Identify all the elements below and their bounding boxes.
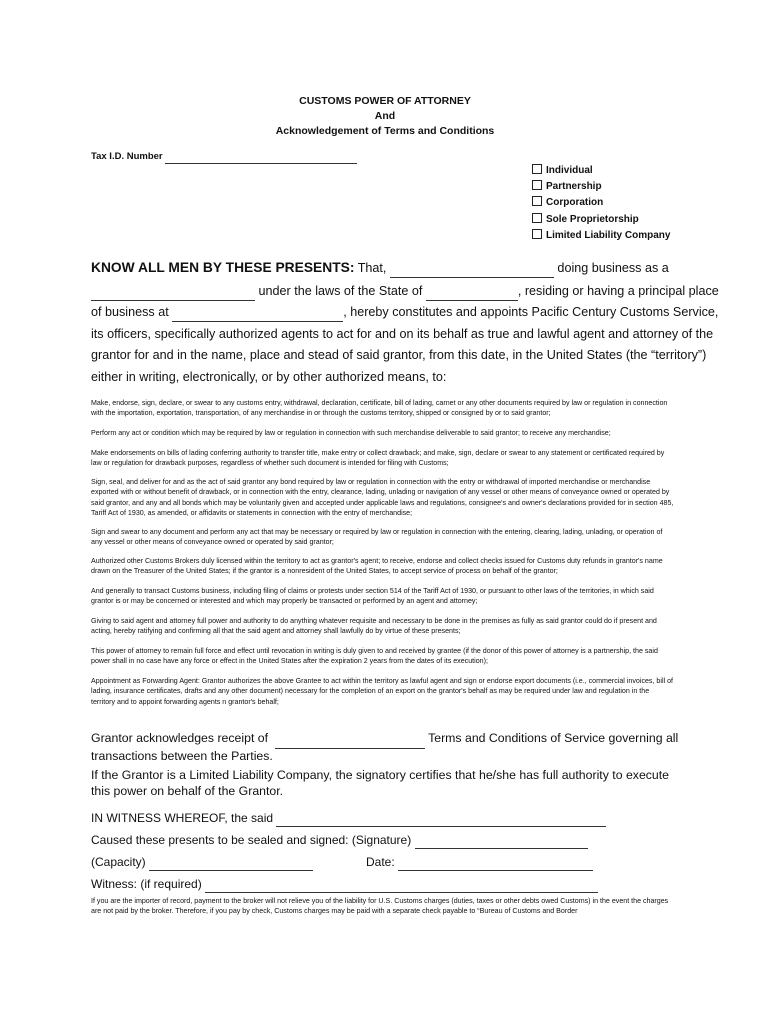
state-field[interactable] bbox=[426, 285, 518, 301]
witness-label: Witness: (if required) bbox=[91, 877, 202, 891]
capacity-field[interactable] bbox=[149, 856, 313, 871]
signature-label: Caused these presents to be sealed and signed: (Signature) bbox=[91, 833, 412, 847]
footer-note: If you are the importer of record, payment to the broker will not relieve you of the liability for U.S. Customs charges (duties, taxes or other debts owed Customs) in the event the charges are not paid by the broker. Therefore, if you pay by check, Customs charges may be paid with a separate check payable to “Bureau of Customs and Border bbox=[91, 897, 669, 916]
witness-whereof-label: IN WITNESS WHEREOF, the said bbox=[91, 811, 274, 825]
intro-line-6: either in writing, electronically, or by other authorized means, to: bbox=[91, 370, 447, 384]
entity-option-label: Sole Proprietorship bbox=[546, 213, 639, 225]
intro-text: doing business as a bbox=[553, 261, 669, 275]
entity-option[interactable] bbox=[532, 212, 670, 228]
entity-option[interactable] bbox=[532, 179, 670, 195]
entity-option-label: Partnership bbox=[546, 181, 602, 193]
clause-duration: This power of attorney to remain full force and effect until revocation in writing is duly given to and received by grantee (if the donor of this power of attorney is a partnership, the said power shall in no case have any force or effect in the United States after the expiration 2 years from the dates of its execution); bbox=[91, 647, 658, 666]
intro-text: That, bbox=[354, 261, 387, 275]
llc-statement: If the Grantor is a Limited Liability Company, the signatory certifies that he/she has full authority to execute this power on behalf of the Grantor. bbox=[91, 768, 670, 798]
intro-text: , hereby constitutes and appoints Pacific Century Customs Service, bbox=[343, 305, 719, 319]
checkbox[interactable] bbox=[532, 213, 542, 223]
witness-whereof-row bbox=[91, 811, 606, 827]
intro-text: , residing or having a principal place bbox=[517, 284, 719, 298]
intro-line-2 bbox=[91, 284, 719, 301]
tax-id-label: Tax I.D. Number bbox=[91, 151, 163, 162]
acknowledgement-text: Terms and Conditions of Service governing all transactions between the Parties. bbox=[91, 731, 679, 763]
entity-option-label: Limited Liability Company bbox=[546, 229, 671, 241]
know-all-heading: KNOW ALL MEN BY THESE PRESENTS: bbox=[91, 260, 355, 275]
clause-perform-acts: Perform any act or condition which may be required by law or regulation in connection with such merchandise deliverable to said grantor; to receive any merchandise; bbox=[91, 429, 611, 437]
checkbox[interactable] bbox=[532, 164, 542, 174]
document-title: CUSTOMS POWER OF ATTORNEY bbox=[299, 95, 471, 107]
entity-option[interactable] bbox=[532, 163, 670, 179]
date-field[interactable] bbox=[398, 856, 593, 871]
entity-option-label: Corporation bbox=[546, 197, 604, 209]
witness-row bbox=[91, 877, 598, 893]
checkbox[interactable] bbox=[532, 229, 542, 239]
checkbox[interactable] bbox=[532, 196, 542, 206]
intro-text: under the laws of the State of bbox=[255, 284, 423, 298]
signature-field[interactable] bbox=[415, 834, 588, 849]
intro-line-3 bbox=[91, 305, 718, 322]
tax-id-row bbox=[91, 151, 357, 164]
intro-line-1 bbox=[91, 260, 669, 278]
date-row bbox=[366, 855, 593, 871]
intro-line-4: its officers, specifically authorized agents to act for and on its behalf as true and lawful agent and attorney of the bbox=[91, 327, 714, 341]
business-address-field[interactable] bbox=[172, 306, 343, 322]
entity-option-label: Individual bbox=[546, 165, 593, 176]
clause-full-authority: Giving to said agent and attorney full power and authority to do anything whatever requisite and necessary to be done in the premises as fully as said grantor could do if present and acting, hereby ratifying and confirming all that the said agent and attorney shall lawfully do by virtue of these presents; bbox=[91, 617, 657, 636]
witness-field[interactable] bbox=[205, 878, 598, 893]
business-type-field[interactable] bbox=[91, 285, 255, 301]
entity-option[interactable] bbox=[532, 228, 670, 244]
title-conjunction: And bbox=[374, 110, 396, 122]
business-name-field[interactable] bbox=[390, 262, 554, 278]
entity-type-checklist bbox=[532, 163, 670, 244]
clause-general-business: And generally to transact Customs business, including filing of claims or protests under section 514 of the Tariff Act of 1930, or pursuant to other laws of the territories, in which said grantor is or may be concerned or interested and which may properly be transacted or performed by an agent and attorney; bbox=[91, 587, 654, 606]
capacity-label: (Capacity) bbox=[91, 855, 146, 869]
clause-vessel-documents: Sign and swear to any document and perform any act that may be necessary or required by law or regulation in connection with the entering, clearing, lading, unlading, or operation of any vessel or other means of conveyance owned or operated by said grantor; bbox=[91, 528, 663, 547]
clause-bonds: Sign, seal, and deliver for and as the act of said grantor any bond required by law or regulation in connection with the entry or withdrawal of imported merchandise or merchandise exported with or without benefit of drawback, or in connection with the entry, clearance, lading, unlading or navigation of any vessel or other means of conveyance owned or operated by said grantor, and any and all bonds which may be voluntarily given and accepted under applicable laws and regulations, consignee's and owner's declarations provided for in section 485, Tariff Act of 1930, as amended, or affidavits or statements in connection with the entry of merchandise; bbox=[91, 478, 674, 517]
signature-row bbox=[91, 833, 588, 849]
checkbox[interactable] bbox=[532, 180, 542, 190]
acknowledgement-text: Grantor acknowledges receipt of bbox=[91, 731, 269, 745]
grantor-name-field[interactable] bbox=[276, 812, 606, 827]
entity-option[interactable] bbox=[532, 195, 670, 211]
tax-id-field[interactable] bbox=[165, 152, 357, 164]
clause-endorsements: Make endorsements on bills of lading conferring authority to transfer title, make entry or collect drawback; and make, sign, declare or swear to any statement or certificated required by law or regulation for drawback purposes, regardless of whether such document is intended for filing with Customs; bbox=[91, 449, 665, 468]
document-subtitle: Acknowledgement of Terms and Conditions bbox=[275, 125, 495, 137]
capacity-row bbox=[91, 855, 313, 871]
clause-other-brokers: Authorized other Customs Brokers duly licensed within the territory to act as grantor's agent; to receive, endorse and collect checks issued for Customs duty refunds in grantor's name drawn on the Treasurer of the United States; if the grantor is a nonresident of the United States, to accept service of process on behalf of the grantor; bbox=[91, 557, 663, 576]
clause-forwarding-agent: Appointment as Forwarding Agent: Grantor authorizes the above Grantee to act within the territory as lawful agent and sign or endorse export documents (i.e., commercial invoices, bill of lading, insurance certificates, drafts and any other document) necessary for the completion of an export on the grantor's behalf as may be required under law and regulation in the territory and to appoint forwarding agents n grantor's behalf; bbox=[91, 677, 673, 706]
date-label: Date: bbox=[366, 855, 395, 869]
intro-text: of business at bbox=[91, 305, 169, 319]
acknowledgement-paragraph bbox=[91, 731, 681, 764]
terms-receipt-field[interactable] bbox=[275, 732, 425, 749]
clause-customs-entry: Make, endorse, sign, declare, or swear to any customs entry, withdrawal, declaration, certificate, bill of lading, carnet or any other documents required by law or regulation in connection with the importation, exportation, transportation, of any merchandise in or through the customs territory, shipped or consigned by or to said grantor; bbox=[91, 399, 668, 418]
intro-line-5: grantor for and in the name, place and stead of said grantor, from this date, in the United States (the “territory”) bbox=[91, 348, 707, 362]
